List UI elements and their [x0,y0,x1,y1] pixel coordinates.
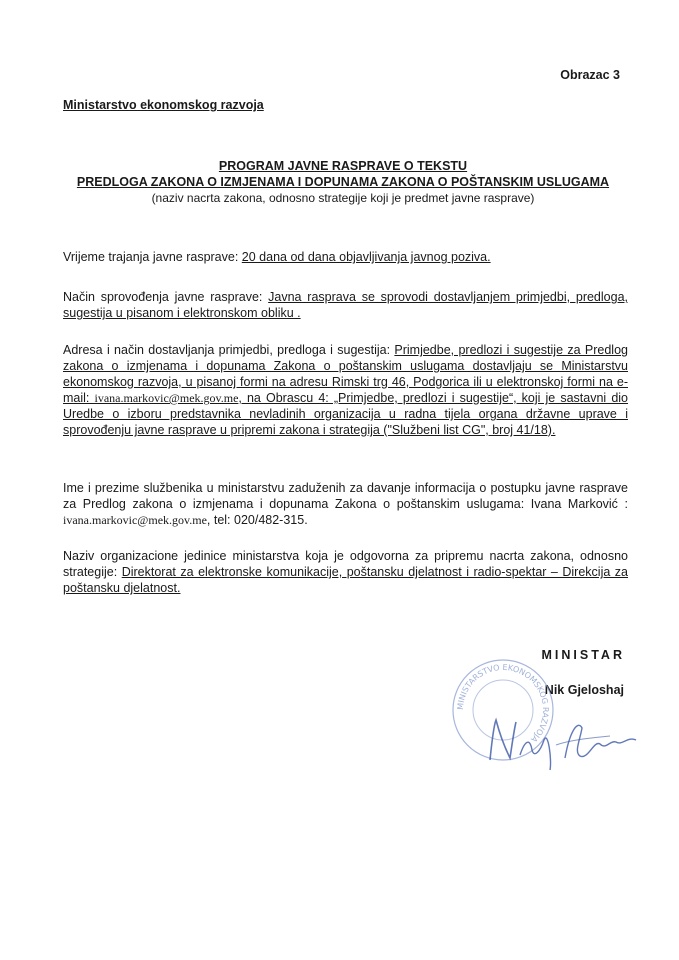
method-label: Način sprovođenja javne rasprave: [63,290,269,304]
duration-paragraph [63,249,628,265]
title-line-2: PREDLOGA ZAKONA O IZMJENAMA I DOPUNAMA ZAKONA O POŠTANSKIM USLUGAMA [76,175,610,189]
org-unit-value: Direktorat za elektronske komunikacije, poštansku djelatnost i radio-spektar – Direkcija za poštansku djelatnost. [63,565,629,595]
address-label: Adresa i način dostavljanja primjedbi, predloga i sugestija: [63,343,395,357]
org-unit-label: Naziv organizacione jedinice ministarstva koja je odgovorna za pripremu nacrta zakona, odnosno strategije: [63,549,628,579]
address-value-1: Primjedbe, predlozi i sugestije za Predlog zakona o izmjenama i dopunama Zakona o poštanskim uslugama dostavljaju se Ministarstvu ekonomskog razvoja, u pisanoj formi na adresu Rimski trg 46, Podgorica ili u elektronskoj formi na e-mail: [63,343,628,405]
handwritten-signature-icon [470,700,670,780]
ministry-name: Ministarstvo ekonomskog razvoja [63,98,264,112]
method-value: Javna rasprava se sprovodi dostavljanjem primjedbi, predloga, sugestija u pisanom i elektronskom obliku . [63,290,628,320]
duration-value: 20 dana od dana objavljivanja javnog poziva. [241,250,491,264]
address-email-link[interactable]: ivana.markovic@mek.gov.me [94,391,239,405]
org-unit-paragraph [63,548,628,596]
contact-paragraph [63,480,628,528]
address-value-2: , na Obrascu 4: „Primjedbe, predlozi i sugestije“, koji je sastavni dio Uredbe o izboru predstavnika nevladinih organizacija u radna tijela organa državne uprave i sprovođenju javne rasprave u pripremi zakona i strategija ("Službeni list CG", broj 41/18). [63,391,628,437]
contact-text-2: , tel: 020/482-315. [206,513,308,527]
duration-label: Vrijeme trajanja javne rasprave: [63,250,242,264]
title-subtitle: (naziv nacrta zakona, odnosno strategije koji je predmet javne rasprave) [151,191,535,205]
minister-title: MINISTAR [541,648,625,662]
title-line-1: PROGRAM JAVNE RASPRAVE O TEKSTU [218,159,468,173]
contact-email-link[interactable]: ivana.markovic@mek.gov.me [63,513,207,527]
address-paragraph [63,342,628,438]
contact-text-1: Ime i prezime službenika u ministarstvu zaduženih za davanje informacija o postupku javne rasprave za Predlog zakona o izmjenama i dopunama Zakona o poštanskim uslugama: Ivana Marković : [63,481,628,511]
form-number: Obrazac 3 [560,68,620,82]
svg-text:MINISTARSTVO EKONOMSKOG RAZVOJ: MINISTARSTVO EKONOMSKOG RAZVOJA [455,662,551,744]
method-paragraph [63,289,628,321]
minister-name: Nik Gjeloshaj [544,683,624,697]
document-title [60,158,626,206]
